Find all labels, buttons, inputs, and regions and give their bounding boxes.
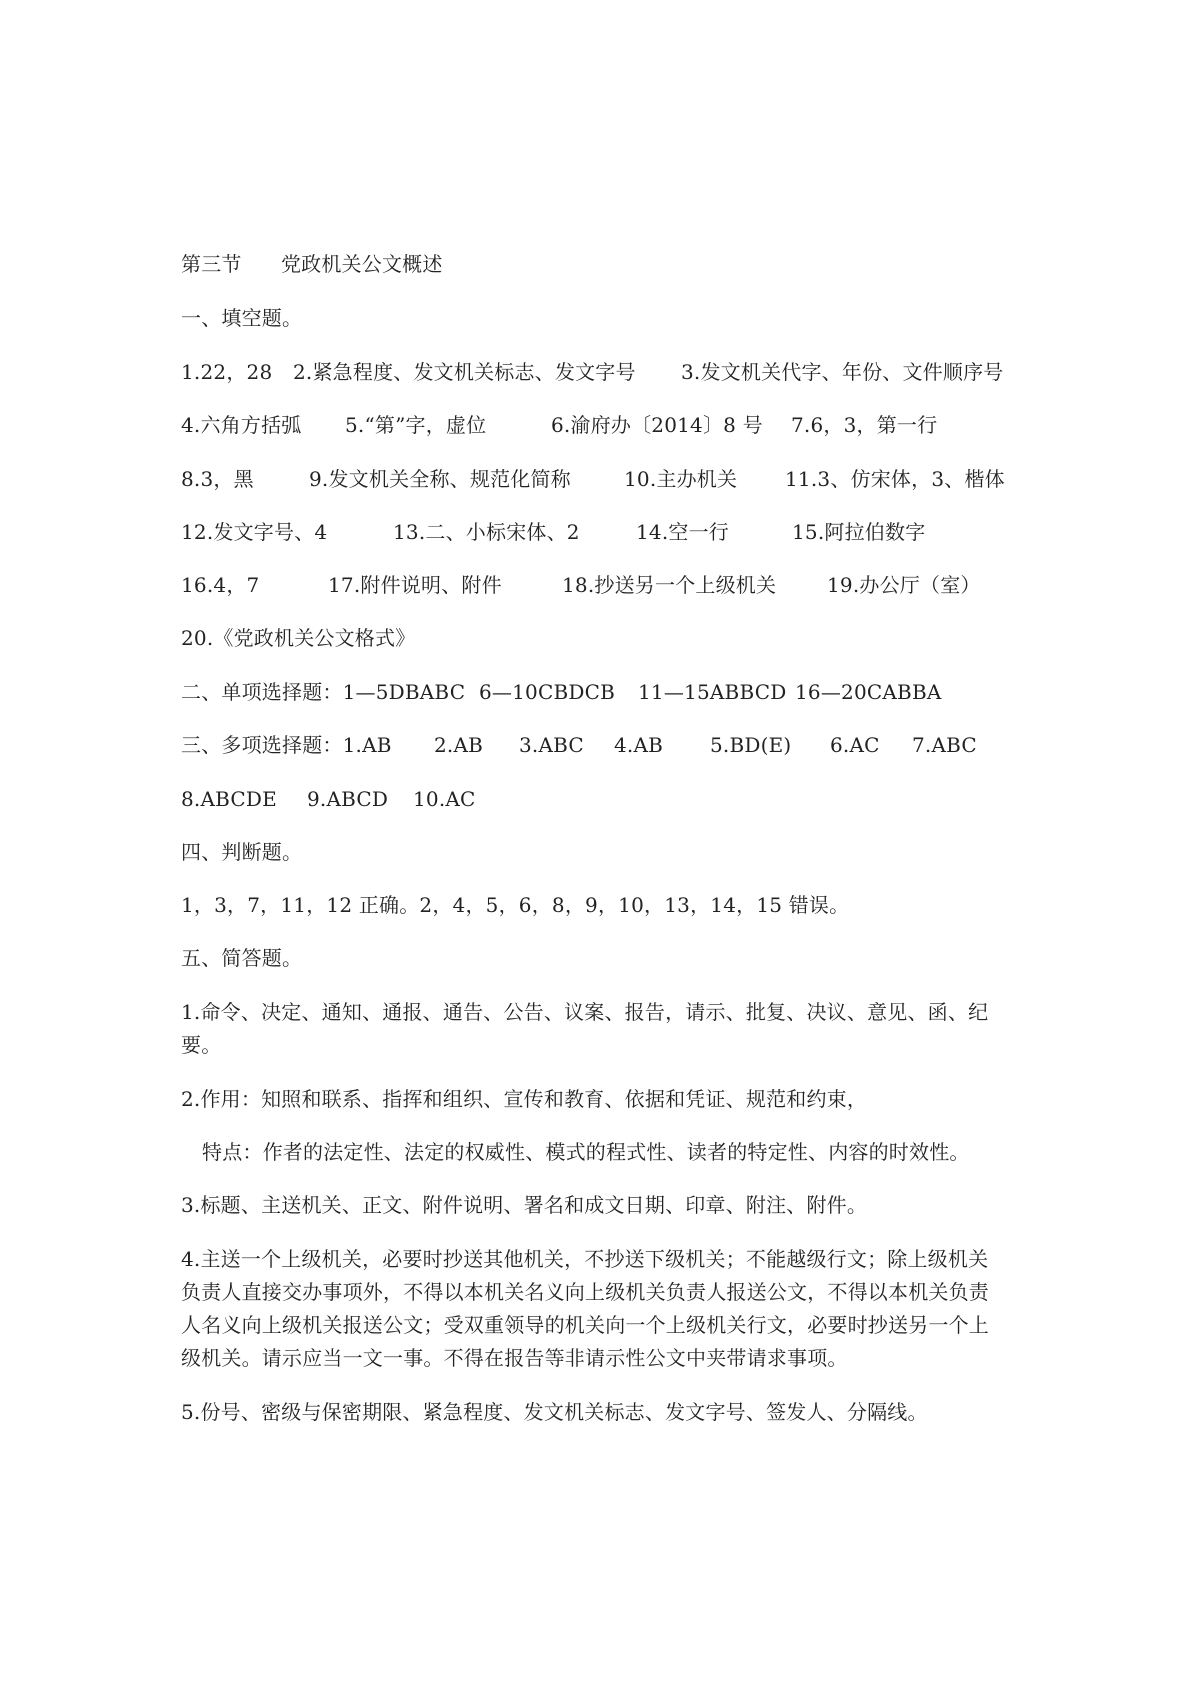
short-answer-2-line-1: 2.作用：知照和联系、指挥和组织、宣传和教育、依据和凭证、规范和约束， [181, 1087, 868, 1111]
fill-answers-row-2 [181, 413, 1011, 437]
true-false-answers: 1，3，7，11，12 正确。2，4，5，6，8，9，10，13，14，15 错误。 [181, 893, 850, 917]
multi-choice-answer: 5.BD(E) [710, 733, 792, 757]
fill-answer: 16.4，7 [181, 573, 260, 597]
multi-choice-answer: 2.AB [434, 733, 484, 757]
heading-short-answer: 五、简答题。 [181, 946, 303, 970]
multi-choice-heading: 三、多项选择题：1.AB [181, 733, 392, 757]
multi-choice-answer: 9.ABCD [307, 787, 389, 811]
fill-answer: 12.发文字号、4 [181, 520, 328, 544]
fill-answer: 15.阿拉伯数字 [792, 520, 926, 544]
multi-choice-answer: 3.ABC [519, 733, 584, 757]
short-answer-5: 5.份号、密级与保密期限、紧急程度、发文机关标志、发文字号、签发人、分隔线。 [181, 1400, 928, 1424]
fill-answer: 14.空一行 [636, 520, 730, 544]
fill-answer: 7.6，3，第一行 [791, 413, 938, 437]
multi-choice-answer: 4.AB [614, 733, 664, 757]
multi-choice-answer: 6.AC [830, 733, 880, 757]
fill-answer: 5.“第”字，虚位 [345, 413, 487, 437]
short-answer-2-line-2: 特点：作者的法定性、法定的权威性、模式的程式性、读者的特定性、内容的时效性。 [202, 1140, 970, 1164]
short-answer-4-line-2: 负责人直接交办事项外，不得以本机关名义向上级机关负责人报送公文，不得以本机关负责 [181, 1280, 989, 1304]
single-choice-group: 16—20CABBA [795, 680, 942, 704]
multi-choice-answer: 8.ABCDE [181, 787, 277, 811]
short-answer-1-line-1: 1.命令、决定、通知、通报、通告、公告、议案、报告，请示、批复、决议、意见、函、纪 [181, 1000, 989, 1024]
multi-choice-answers-row-2 [181, 787, 1011, 811]
fill-answer: 9.发文机关全称、规范化简称 [309, 467, 571, 491]
fill-answers-row-1 [181, 360, 1011, 384]
short-answer-4-line-4: 级机关。请示应当一文一事。不得在报告等非请示性公文中夹带请求事项。 [181, 1346, 848, 1370]
short-answer-4-line-1: 4.主送一个上级机关，必要时抄送其他机关，不抄送下级机关；不能越级行文；除上级机关 [181, 1247, 989, 1271]
section-title: 第三节 党政机关公文概述 [181, 252, 443, 276]
fill-answer: 3.发文机关代字、年份、文件顺序号 [681, 360, 1004, 384]
fill-answer: 18.抄送另一个上级机关 [562, 573, 777, 597]
fill-answers-row-4 [181, 520, 1011, 544]
fill-answer: 1.22，28 [181, 360, 273, 384]
fill-answers-row-3 [181, 467, 1011, 491]
fill-answer: 6.渝府办〔2014〕8 号 [551, 413, 763, 437]
fill-answer: 13.二、小标宋体、2 [393, 520, 580, 544]
heading-true-false: 四、判断题。 [181, 840, 303, 864]
single-choice-group: 11—15ABBCD [638, 680, 787, 704]
single-choice-heading: 二、单项选择题：1—5DBABC [181, 680, 466, 704]
single-choice-group: 6—10CBDCB [479, 680, 616, 704]
fill-answer: 19.办公厅（室） [827, 573, 981, 597]
fill-answer: 8.3，黑 [181, 467, 254, 491]
short-answer-3: 3.标题、主送机关、正文、附件说明、署名和成文日期、印章、附注、附件。 [181, 1193, 868, 1217]
multi-choice-answer: 10.AC [413, 787, 476, 811]
multi-choice-answers-row-1 [181, 733, 1011, 757]
fill-answer: 2.紧急程度、发文机关标志、发文字号 [293, 360, 636, 384]
fill-answers-row-5 [181, 573, 1011, 597]
multi-choice-answer: 7.ABC [912, 733, 977, 757]
short-answer-1-line-2: 要。 [181, 1033, 222, 1057]
fill-answer: 10.主办机关 [624, 467, 738, 491]
fill-answer: 11.3、仿宋体，3、楷体 [785, 467, 1005, 491]
short-answer-4-line-3: 人名义向上级机关报送公文；受双重领导的机关向一个上级机关行文，必要时抄送另一个上 [181, 1313, 989, 1337]
fill-answer: 17.附件说明、附件 [328, 573, 502, 597]
single-choice-answers [181, 680, 1011, 704]
heading-fill-in-blank: 一、填空题。 [181, 306, 303, 330]
fill-answers-row-6: 20.《党政机关公文格式》 [181, 626, 416, 650]
fill-answer: 4.六角方括弧 [181, 413, 302, 437]
